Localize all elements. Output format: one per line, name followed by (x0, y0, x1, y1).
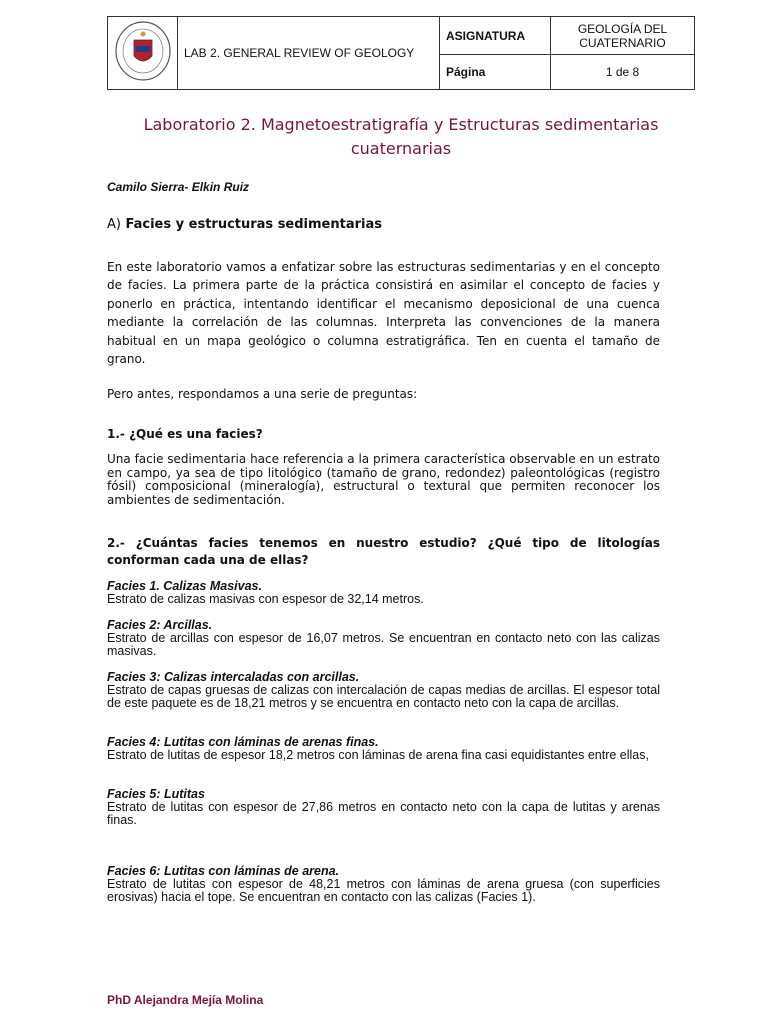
course-title: LAB 2. GENERAL REVIEW OF GEOLOGY (178, 17, 440, 90)
facies-title: Facies 5: Lutitas (107, 787, 205, 801)
section-heading (107, 217, 382, 232)
university-logo-cell (108, 17, 178, 90)
authors: Camilo Sierra- Elkin Ruiz (107, 180, 250, 194)
university-seal-icon (114, 20, 172, 82)
page-number: 1 de 8 (551, 55, 695, 90)
facies-item (107, 865, 660, 904)
document-title: Laboratorio 2. Magnetoestratigrafía y Estructuras sedimentarias cuaternarias (143, 115, 659, 158)
facies-description: Estrato de lutitas con espesor de 48,21 metros con láminas de arena gruesa (con superficies erosivas) hacia el tope. Se encuentran en contacto con las calizas (Facies 1). (107, 877, 660, 904)
facies-title: Facies 1. Calizas Masivas. (107, 579, 262, 593)
facies-item (107, 736, 660, 762)
facies-description: Estrato de lutitas con espesor de 27,86 metros en contacto neto con la capa de lutitas y arenas finas. (107, 800, 660, 827)
facies-title: Facies 6: Lutitas con láminas de arena. (107, 864, 340, 878)
facies-title: Facies 2: Arcillas. (107, 618, 213, 632)
facies-item (107, 788, 660, 827)
question-1: 1.- ¿Qué es una facies? (107, 427, 263, 441)
facies-title: Facies 3: Calizas intercaladas con arcillas. (107, 670, 360, 684)
page-label: Página (440, 55, 551, 90)
facies-item (107, 580, 660, 606)
facies-description: Estrato de calizas masivas con espesor de 32,14 metros. (107, 592, 424, 606)
footer-author: PhD Alejandra Mejía Molina (107, 993, 264, 1007)
answer-1: Una facie sedimentaria hace referencia a la primera característica observable en un estrato en campo, ya sea de tipo litológico (tamaño de grano, redondez) paleontológicas (registro fósil) composicional (mineralogía), estructural o textural que permiten reconocer los ambientes de sedimentación. (107, 452, 660, 507)
facies-title: Facies 4: Lutitas con láminas de arenas finas. (107, 735, 379, 749)
facies-item (107, 619, 660, 658)
subject-value: GEOLOGÍA DEL CUATERNARIO (551, 17, 695, 55)
subject-label: ASIGNATURA (440, 17, 551, 55)
intro-paragraph: En este laboratorio vamos a enfatizar sobre las estructuras sedimentarias y en el concepto de facies. La primera parte de la práctica consistirá en asimilar el concepto de facies y ponerlo en práctica, intentando identificar el mecanismo deposicional de una cuenca mediante la correlación de las columnas. Interpreta las convenciones de la manera habitual en un mapa geológico o columna estratigráfica. Ten en cuenta el tamaño de grano. (107, 260, 660, 367)
facies-item (107, 671, 660, 710)
facies-description: Estrato de lutitas de espesor 18,2 metros con láminas de arena fina casi equidistantes entre ellas, (107, 748, 649, 762)
facies-description: Estrato de arcillas con espesor de 16,07 metros. Se encuentran en contacto neto con las calizas masivas. (107, 631, 660, 658)
section-letter: A) (107, 217, 121, 232)
section-title: Facies y estructuras sedimentarias (125, 217, 382, 232)
question-2: 2.- ¿Cuántas facies tenemos en nuestro estudio? ¿Qué tipo de litologías conforman cada una de ellas? (107, 536, 660, 567)
facies-description: Estrato de capas gruesas de calizas con intercalación de capas medias de arcillas. El espesor total de este paquete es de 18,21 metros y se encuentra en contacto neto con la capa de arcillas. (107, 683, 660, 710)
lead-paragraph: Pero antes, respondamos a una serie de preguntas: (107, 387, 418, 401)
document-header-table (107, 16, 695, 90)
